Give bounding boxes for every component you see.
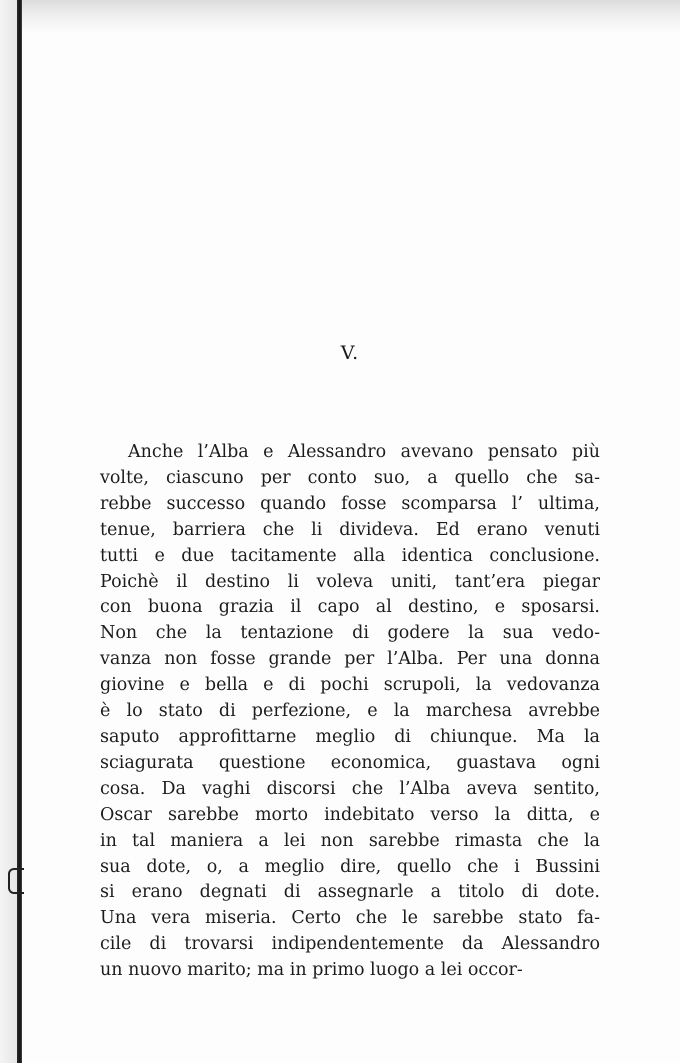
text-line: cile di trovarsi indipendentemente da Alessandro: [100, 934, 600, 955]
binding-notch: [8, 868, 24, 894]
text-line: Una vera miseria. Certo che le sarebbe stato fa-: [100, 908, 600, 929]
text-line: è lo stato di perfezione, e la marchesa avrebbe: [100, 701, 600, 722]
text-line: sua dote, o, a meglio dire, quello che i Bussini: [100, 856, 600, 877]
text-line: Anche l’Alba e Alessandro avevano pensato più: [128, 442, 600, 462]
text-line: giovine e bella e di pochi scrupoli, la vedovanza: [100, 675, 600, 696]
binding-shade: [0, 0, 17, 1063]
chapter-paragraph: [100, 440, 600, 984]
text-line: cosa. Da vaghi discorsi che l’Alba aveva sentito,: [100, 778, 600, 799]
text-line: Poichè il destino li voleva uniti, tant’era piegar: [100, 571, 600, 592]
text-line: volte, ciascuno per conto suo, a quello che sa-: [100, 467, 600, 488]
text-line: sciagurata questione economica, guastava ogni: [100, 752, 600, 773]
text-line: Non che la tentazione di godere la sua vedo-: [100, 623, 600, 644]
chapter-heading: V.: [340, 342, 360, 364]
text-line: Oscar sarebbe morto indebitato verso la ditta, e: [100, 804, 600, 825]
text-line: un nuovo marito; ma in primo luogo a lei occor-: [100, 960, 523, 981]
text-line: tutti e due tacitamente alla identica conclusione.: [100, 545, 600, 566]
text-line: tenue, barriera che li divideva. Ed erano venuti: [100, 519, 600, 540]
text-line: saputo approfittarne meglio di chiunque. Ma la: [100, 726, 600, 747]
text-line: con buona grazia il capo al destino, e sposarsi.: [100, 597, 600, 618]
page-top-shadow: [0, 0, 680, 34]
text-line: in tal maniera a lei non sarebbe rimasta che la: [100, 830, 600, 851]
text-line: vanza non fosse grande per l’Alba. Per una donna: [100, 649, 600, 670]
text-line: rebbe successo quando fosse scomparsa l’ ultima,: [100, 493, 600, 514]
text-line: si erano degnati di assegnarle a titolo di dote.: [100, 882, 600, 903]
book-binding-edge: [17, 0, 22, 1063]
